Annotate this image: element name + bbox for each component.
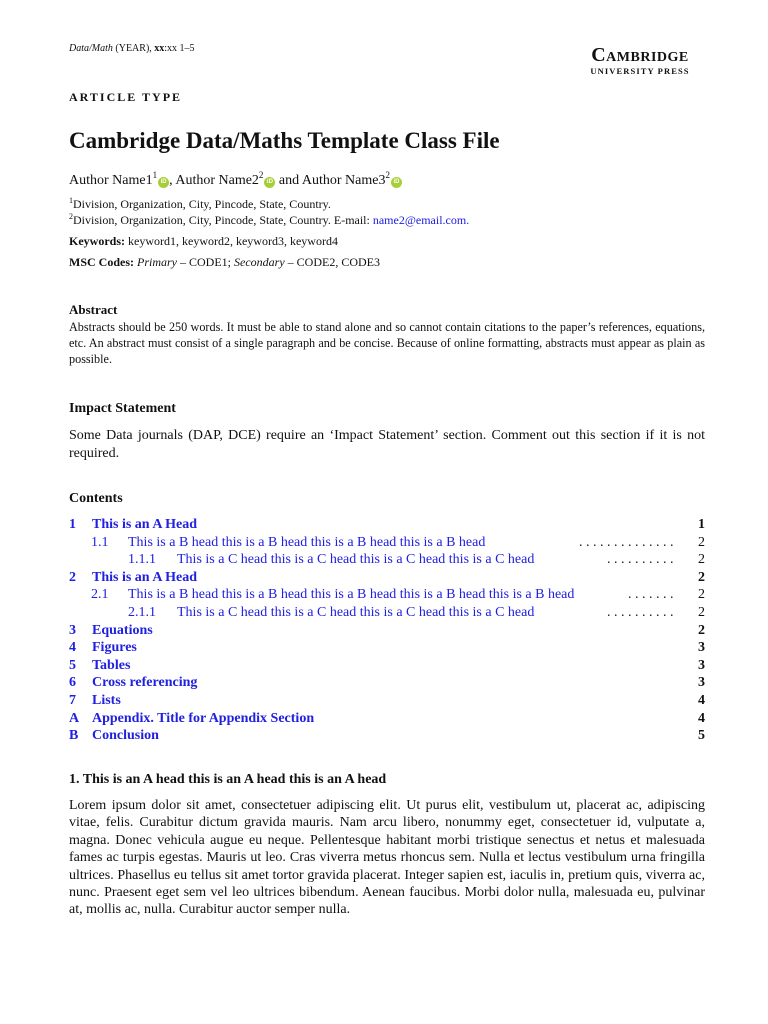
toc-entry-number[interactable]: 5 [69, 657, 76, 673]
publisher-subtitle: UNIVERSITY PRESS [590, 66, 690, 76]
affiliation-1 [69, 196, 331, 212]
orcid-icon[interactable]: iD [391, 177, 402, 188]
toc-entry-label[interactable]: Conclusion [92, 728, 159, 744]
msc-primary-label: Primary [137, 255, 177, 269]
toc-entry-page: 1 [698, 517, 705, 532]
author-affil-ref: 1 [152, 170, 158, 180]
author-affil-ref: 2 [385, 170, 390, 180]
affiliation-number: 2 [69, 212, 73, 221]
msc-secondary-label: Secondary [234, 255, 285, 269]
toc-entry-label[interactable]: Figures [92, 640, 137, 656]
toc-entry-number[interactable]: A [69, 710, 80, 726]
toc-entry[interactable] [69, 586, 705, 604]
toc-entry-label[interactable]: This is a B head this is a B head this is a B head this is a B head this is a B head [128, 587, 575, 603]
toc-entry[interactable] [69, 622, 705, 640]
toc-entry-page: 4 [698, 692, 705, 708]
toc-entry[interactable] [69, 551, 705, 569]
author-name[interactable]: Author Name2 [175, 173, 259, 188]
article-type: ARTICLE TYPE [69, 90, 183, 104]
toc-leader-dots: .......... [607, 604, 677, 620]
table-of-contents [69, 516, 705, 745]
toc-entry-label[interactable]: This is a B head this is a B head this is a B head this is a B head [128, 534, 486, 550]
toc-entry[interactable] [69, 569, 705, 587]
section-body: Lorem ipsum dolor sit amet, consectetuer adipiscing elit. Ut purus elit, vestibulum ut, placerat ac, adipiscing vitae, felis. Curabitur dictum gravida mauris. Nam arcu libero, nonummy eget, consectetuer id, vulputate a, magna. Donec vehicula augue eu neque. Pellentesque habitant morbi tristique senectus et netus et malesuada fames ac turpis egestas. Mauris ut leo. Cras viverra metus rhoncus sem. Nulla et lectus vestibulum urna fringilla ultrices. Phasellus eu tellus sit amet tortor gravida placerat. Integer sapien est, iaculis in, pretium quis, viverra ac, nunc. Praesent eget sem vel leo ultrices bibendum. Aenean faucibus. Morbi dolor nulla, malesuada eu, pulvinar at, mollis ac, nulla. Curabitur auctor semper nulla. [69, 798, 705, 918]
toc-entry-label[interactable]: This is an A Head [92, 569, 198, 585]
toc-entry[interactable] [69, 674, 705, 692]
toc-entry-number[interactable]: B [69, 728, 79, 744]
toc-entry-number[interactable]: 4 [69, 640, 76, 656]
publisher-name: Cambridge [591, 44, 689, 66]
impact-heading: Impact Statement [69, 401, 176, 416]
toc-entry-page: 5 [698, 728, 705, 744]
orcid-icon[interactable]: iD [264, 177, 275, 188]
toc-entry-number[interactable]: 1 [69, 517, 76, 532]
paper-title: Cambridge Data/Maths Template Class File [69, 128, 500, 153]
toc-entry-label[interactable]: Appendix. Title for Appendix Section [92, 710, 315, 726]
journal-year: (YEAR), [112, 43, 155, 54]
affiliation-text: Division, Organization, City, Pincode, State, Country. E-mail: [73, 213, 373, 227]
toc-entry-page: 3 [698, 675, 705, 691]
orcid-icon[interactable]: iD [158, 177, 169, 188]
toc-entry-label[interactable]: Cross referencing [92, 675, 198, 691]
email-link[interactable]: name2@email.com. [372, 213, 470, 227]
author-name[interactable]: Author Name3 [301, 173, 386, 188]
toc-entry-number[interactable]: 1.1.1 [128, 552, 156, 568]
toc-entry-label[interactable]: Lists [92, 692, 121, 708]
toc-entry-page: 3 [698, 640, 705, 656]
abstract-text: Abstracts should be 250 words. It must be able to stand alone and so cannot contain citations to the paper’s references, equations, etc. An abstract must consist of a single paragraph and be concise. Because of online formatting, abstracts must appear as plain as possible. [69, 320, 705, 366]
journal-name: Data/Math [69, 43, 113, 54]
toc-entry-number[interactable]: 2.1 [91, 587, 109, 603]
toc-entry-number[interactable]: 2 [69, 569, 76, 585]
msc-label: MSC Codes: [69, 255, 134, 269]
contents-heading: Contents [69, 491, 123, 506]
toc-entry[interactable] [69, 639, 705, 657]
msc-codes [69, 255, 380, 270]
toc-entry-label[interactable]: This is an A Head [92, 517, 198, 532]
toc-entry-label[interactable]: Equations [92, 622, 153, 638]
toc-entry-label[interactable]: This is a C head this is a C head this is a C head this is a C head [177, 552, 535, 568]
toc-entry-page: 2 [698, 604, 705, 620]
journal-pages: :xx 1–5 [164, 43, 195, 54]
author-name[interactable]: Author Name1 [69, 173, 153, 188]
journal-volume: xx [154, 43, 165, 54]
toc-entry-page: 2 [698, 552, 705, 568]
toc-entry[interactable] [69, 534, 705, 552]
toc-entry[interactable] [69, 710, 705, 728]
toc-entry[interactable] [69, 692, 705, 710]
toc-entry[interactable] [69, 657, 705, 675]
msc-secondary-text: – CODE2, CODE3 [284, 255, 380, 269]
author-separator: and [275, 173, 302, 188]
affiliation-number: 1 [69, 196, 73, 205]
toc-entry-page: 4 [698, 710, 705, 726]
journal-citation [69, 43, 195, 54]
impact-text: Some Data journals (DAP, DCE) require an ‘Impact Statement’ section. Comment out this section if it is not required. [69, 428, 705, 461]
toc-entry-number[interactable]: 3 [69, 622, 76, 638]
toc-entry-number[interactable]: 6 [69, 675, 76, 691]
toc-entry[interactable] [69, 516, 705, 534]
affiliation-text: Division, Organization, City, Pincode, State, Country. [73, 197, 331, 211]
keywords-label: Keywords: [69, 234, 125, 248]
section-heading: 1. This is an A head this is an A head this is an A head [69, 772, 387, 787]
author-list [69, 170, 402, 189]
affiliation-2 [69, 212, 469, 228]
toc-entry-number[interactable]: 2.1.1 [128, 604, 156, 620]
toc-entry[interactable] [69, 727, 705, 745]
toc-entry-page: 2 [698, 534, 705, 550]
toc-entry-number[interactable]: 7 [69, 692, 76, 708]
abstract-heading: Abstract [69, 302, 118, 317]
keywords [69, 234, 338, 249]
toc-entry-label[interactable]: This is a C head this is a C head this is a C head this is a C head [177, 604, 535, 620]
toc-entry-page: 3 [698, 657, 705, 673]
toc-entry[interactable] [69, 604, 705, 622]
toc-leader-dots: ....... [628, 587, 677, 603]
keywords-text: keyword1, keyword2, keyword3, keyword4 [125, 234, 338, 248]
toc-entry-label[interactable]: Tables [92, 657, 131, 673]
toc-entry-number[interactable]: 1.1 [91, 534, 109, 550]
toc-entry-page: 2 [698, 587, 705, 603]
author-affil-ref: 2 [258, 170, 264, 180]
toc-leader-dots: .......... [607, 552, 677, 568]
author-separator: , [169, 173, 176, 188]
toc-entry-page: 2 [698, 622, 705, 638]
toc-leader-dots: .............. [579, 534, 677, 550]
msc-primary-text: – CODE1; [177, 255, 234, 269]
publisher-logo [576, 45, 704, 76]
toc-entry-page: 2 [698, 569, 705, 585]
